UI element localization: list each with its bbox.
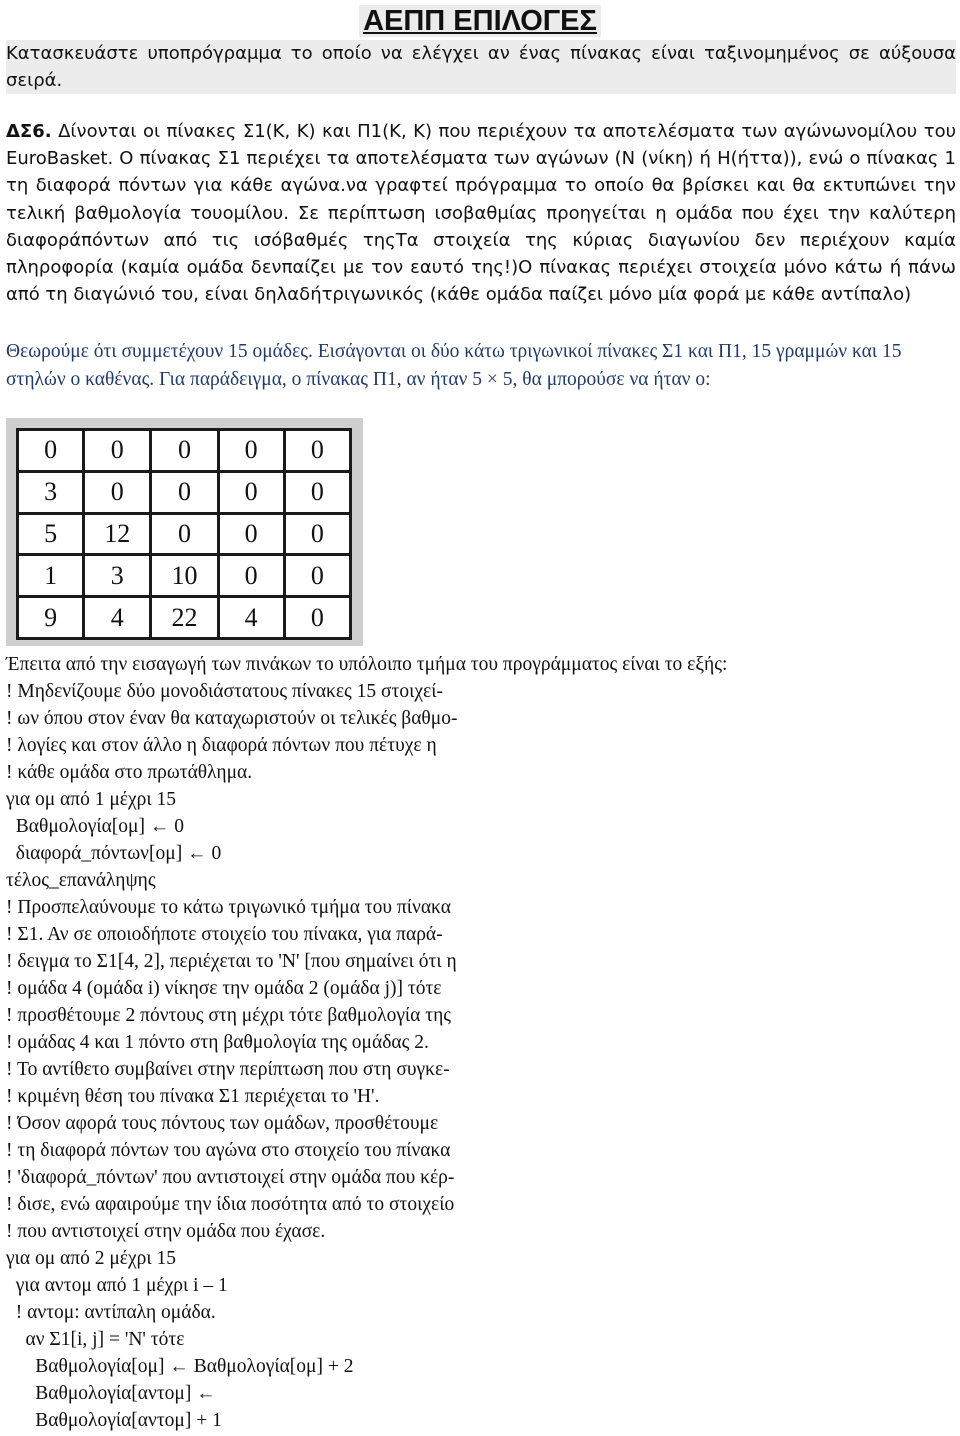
intro-paragraph: Κατασκευάστε υποπρόγραμμα το οποίο να ελέγχει αν ένας πίνακας είναι ταξινομημένος σε αύξουσα σειρά. bbox=[6, 40, 956, 94]
code-line: ! ομάδα 4 (ομάδα i) νίκησε την ομάδα 2 (ομάδα j)] τότε bbox=[6, 978, 442, 999]
exercise-paragraph bbox=[6, 118, 956, 308]
code-line: ! Όσον αφορά τους πόντους των ομάδων, προσθέτουμε bbox=[6, 1113, 439, 1134]
matrix-cell: 0 bbox=[284, 513, 350, 555]
exercise-text: Δίνονται οι πίνακες Σ1(Κ, Κ) και Π1(Κ, Κ) που περιέχουν τα αποτελέσματα των αγώνωνομίλου του EuroBasket. Ο πίνακας Σ1 περιέχει τα αποτελέσματα των αγώνων (Ν (νίκη) ή Η(ήττα)), ενώ ο πίνακας 1 τη διαφορά πόντων για κάθε αγώνα.να γραφτεί πρόγραμμα το οποίο θα βρίσκει και θα εκτυπώνει την τελική βαθμολογία τουομίλου. Σε περίπτωση ισοβαθμίας προηγείται η ομάδα που έχει την καλύτερη διαφοράπόντων από τις ισόβαθμές τηςΤα στοιχεία της κύριας διαγωνίου δεν περιέχουν καμία πληροφορία (καμία ομάδα δενπαίζει με τον εαυτό της!)Ο πίνακας περιέχει στοιχεία μόνο κάτω ή πάνω από τη διαγώνιό του, είναι δηλαδήτριγωνικός (κάθε ομάδα παίζει μόνο μία φορά με κάθε αντίπαλο) bbox=[6, 121, 956, 306]
code-line: Βαθμολογία[αντομ] + 1 bbox=[6, 1410, 222, 1431]
matrix-cell: 0 bbox=[84, 430, 151, 472]
code-line: ! Προσπελαύνουμε το κάτω τριγωνικό τμήμα του πίνακα bbox=[6, 897, 451, 918]
code-line: ! Το αντίθετο συμβαίνει στην περίπτωση που στη συγκε- bbox=[6, 1059, 450, 1080]
matrix-cell: 5 bbox=[18, 513, 84, 555]
matrix-cell: 9 bbox=[18, 597, 84, 639]
matrix-cell: 0 bbox=[284, 430, 350, 472]
matrix-cell: 0 bbox=[218, 555, 284, 597]
page-title-text: ΑΕΠΠ ΕΠΙΛΟΓΕΣ bbox=[359, 5, 601, 37]
matrix-table bbox=[16, 428, 352, 640]
matrix-figure bbox=[6, 418, 363, 646]
matrix-cell: 0 bbox=[151, 471, 218, 513]
pseudocode-block bbox=[6, 651, 956, 1434]
matrix-cell: 0 bbox=[284, 471, 350, 513]
code-line: ! Μηδενίζουμε δύο μονοδιάστατους πίνακες 15 στοιχεί- bbox=[6, 681, 443, 702]
matrix-cell: 1 bbox=[18, 555, 84, 597]
page-title bbox=[0, 2, 960, 40]
matrix-cell: 0 bbox=[218, 471, 284, 513]
code-line: ! Σ1. Αν σε οποιοδήποτε στοιχείο του πίνακα, για παρά- bbox=[6, 924, 443, 945]
matrix-row bbox=[18, 471, 351, 513]
matrix-cell: 12 bbox=[84, 513, 151, 555]
matrix-cell: 0 bbox=[218, 513, 284, 555]
code-line: ! λογίες και στον άλλο η διαφορά πόντων που πέτυχε η bbox=[6, 735, 437, 756]
matrix-cell: 0 bbox=[84, 471, 151, 513]
code-line: για ομ από 2 μέχρι 15 bbox=[6, 1248, 176, 1269]
matrix-cell: 10 bbox=[151, 555, 218, 597]
code-line: ! δειγμα το Σ1[4, 2], περιέχεται το 'N' [που σημαίνει ότι η bbox=[6, 951, 457, 972]
matrix-row bbox=[18, 430, 351, 472]
code-line: ! προσθέτουμε 2 πόντους στη μέχρι τότε βαθμολογία της bbox=[6, 1005, 452, 1026]
code-line: αν Σ1[i, j] = 'N' τότε bbox=[6, 1329, 185, 1350]
matrix-cell: 3 bbox=[18, 471, 84, 513]
matrix-cell: 4 bbox=[218, 597, 284, 639]
matrix-cell: 22 bbox=[151, 597, 218, 639]
exercise-label: ΔΣ6. bbox=[6, 121, 52, 142]
code-line: Βαθμολογία[αντομ] ← bbox=[6, 1383, 216, 1404]
matrix-cell: 0 bbox=[151, 513, 218, 555]
code-line: τέλος_επανάληψης bbox=[6, 870, 156, 891]
matrix-cell: 3 bbox=[84, 555, 151, 597]
code-line: Βαθμολογία[ομ] ← Βαθμολογία[ομ] + 2 bbox=[6, 1356, 354, 1377]
code-line: διαφορά_πόντων[ομ] ← 0 bbox=[6, 843, 222, 864]
matrix-row bbox=[18, 597, 351, 639]
code-line: ! τη διαφορά πόντων του αγώνα στο στοιχείο του πίνακα bbox=[6, 1140, 451, 1161]
code-line: για αντομ από 1 μέχρι i – 1 bbox=[6, 1275, 228, 1296]
code-line: ! κριμένη θέση του πίνακα Σ1 περιέχεται το 'Η'. bbox=[6, 1086, 380, 1107]
code-line: ! ομάδας 4 και 1 πόντο στη βαθμολογία της ομάδας 2. bbox=[6, 1032, 429, 1053]
code-line: ! δισε, ενώ αφαιρούμε την ίδια ποσότητα από το στοιχείο bbox=[6, 1194, 455, 1215]
matrix-cell: 0 bbox=[151, 430, 218, 472]
code-line: ! αντομ: αντίπαλη ομάδα. bbox=[6, 1302, 216, 1323]
code-line: ! που αντιστοιχεί στην ομάδα που έχασε. bbox=[6, 1221, 326, 1242]
code-line: ! ων όπου στον έναν θα καταχωριστούν οι τελικές βαθμο- bbox=[6, 708, 458, 729]
matrix-cell: 0 bbox=[284, 555, 350, 597]
matrix-row bbox=[18, 513, 351, 555]
matrix-cell: 4 bbox=[84, 597, 151, 639]
code-line: Έπειτα από την εισαγωγή των πινάκων το υπόλοιπο τμήμα του προγράμματος είναι το εξής: bbox=[6, 654, 728, 675]
matrix-cell: 0 bbox=[218, 430, 284, 472]
matrix-cell: 0 bbox=[18, 430, 84, 472]
code-line: Βαθμολογία[ομ] ← 0 bbox=[6, 816, 184, 837]
matrix-cell: 0 bbox=[284, 597, 350, 639]
note-paragraph: Θεωρούμε ότι συμμετέχουν 15 ομάδες. Εισάγονται οι δύο κάτω τριγωνικοί πίνακες Σ1 και Π1, 15 γραμμών και 15 στηλών ο καθένας. Για παράδειγμα, ο πίνακας Π1, αν ήταν 5 × 5, θα μπορούσε να ήταν ο: bbox=[6, 341, 902, 390]
matrix-row bbox=[18, 555, 351, 597]
code-line: ! 'διαφορά_πόντων' που αντιστοιχεί στην ομάδα που κέρ- bbox=[6, 1167, 455, 1188]
code-line: ! κάθε ομάδα στο πρωτάθλημα. bbox=[6, 762, 253, 783]
code-line: για ομ από 1 μέχρι 15 bbox=[6, 789, 176, 810]
